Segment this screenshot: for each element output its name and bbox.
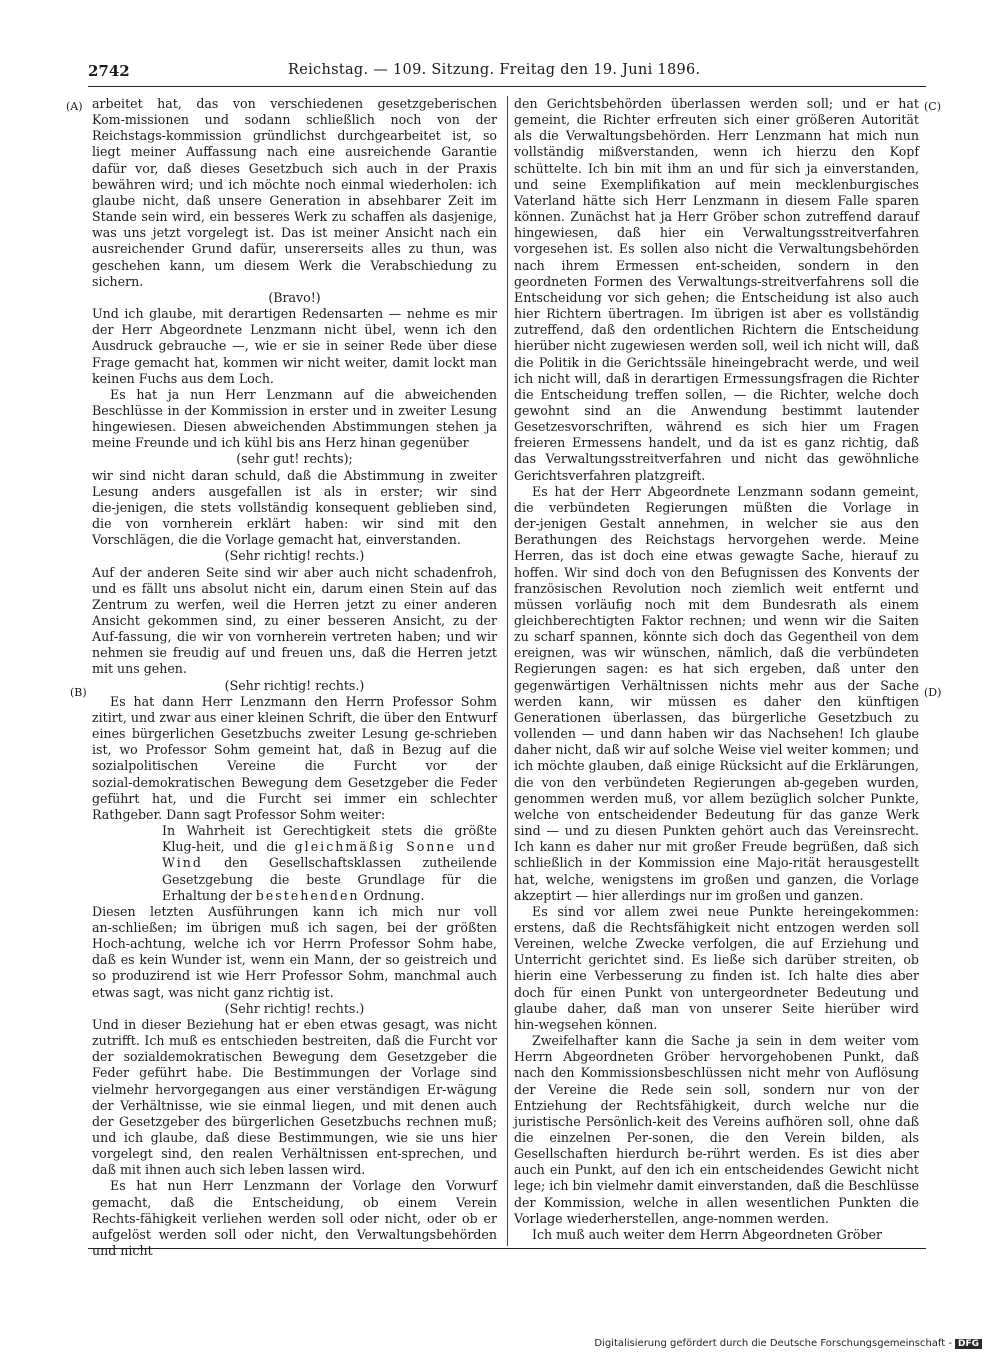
left-paragraph-7: Diesen letzten Ausführungen kann ich mich nur voll an‑schließen; im übrigen muß ich sagen, bei der größten Hoch‑achtung, welche ich vor Herrn Professor Sohm habe, daß es kein Wunder ist, wenn ein Mann, der so geistreich und so produzirend ist wie Herr Professor Sohm, manchmal auch etwas sagt, was nicht ganz richtig ist. <box>92 903 497 1000</box>
sohm-quote-part-2: den Gesellschaftsklassen zutheilende Gesetzgebung die beste Grundlage für die Erhaltung der <box>162 855 497 903</box>
left-interjection-2: (sehr gut! rechts); <box>236 451 353 467</box>
sohm-quote-part-3: Ordnung. <box>359 887 425 903</box>
left-interjection-5: (Sehr richtig! rechts.) <box>224 1000 365 1016</box>
digitization-credit <box>594 1338 982 1349</box>
margin-mark-b: (B) <box>70 686 87 699</box>
running-head: Reichstag. — 109. Sitzung. Freitag den 19. Juni 1896. <box>288 62 701 78</box>
right-paragraph-1: den Gerichtsbehörden überlassen werden soll; und er hat gemeint, die Richter erfreuten sich einer größeren Autorität als die Verwaltungsbehörden. Herr Lenzmann hat mich nun vollständig mißverstanden, wenn ich hierzu den Kopf schüttelte. Ich bin mit ihm an und für sich ja einverstanden, und seine Exemplifikation auf mein mecklenburgisches Vaterland hätte sich Herr Lenzmann in diesem Falle sparen können. Zunächst hat ja Herr Gröber schon zutreffend darauf hingewiesen, daß hier ein Verwaltungsstreitverfahren vorgesehen ist. Es sollen also nicht die Verwaltungsbehörden nach ihrem Ermessen ent‑scheiden, sondern in den geordneten Formen des Verwaltungs‑streitverfahrens soll die Entscheidung vor sich gehen; die Entscheidung ist also auch hier Richtern übertragen. Im übrigen ist aber es vollständig zutreffend, daß den ordentlichen Richtern die Entscheidung hierüber nicht zugewiesen werden soll, weil ich nicht will, daß die Politik in die Gerichtssäle hineingebracht werde, und weil ich nicht will, daß in derartigen Ermessungsfragen die Richter die Entscheidung treffen sollen, — die Richter, welche doch gewohnt sind an die Anwendung bestimmt lautender Gesetzesvorschriften, während es sich hier um Fragen freieren Ermessens handelt, und da ist es ganz richtig, daß das Verwaltungsstreitverfahren und nicht das gewöhnliche Gerichtsverfahren platzgreift. <box>514 96 919 483</box>
margin-mark-d: (D) <box>924 686 942 699</box>
right-column <box>514 96 919 1243</box>
right-paragraph-4: Zweifelhafter kann die Sache ja sein in dem weiter vom Herrn Abgeordneten Gröber hervorgehobenen Punkt, daß nach den Kommissionsbeschlüssen nicht mehr von Auflösung der Vereine die Rede sein soll, sondern nur von der Entziehung der Rechtsfähigkeit, durch welche nur die juristische Persönlich‑keit des Vereins aufhören soll, ohne daß die einzelnen Per‑sonen, die den Verein bilden, als Gesellschaften hierdurch be‑rührt werden. Es ist dies aber auch ein Punkt, auf den ich ein entscheidendes Gewicht nicht lege; ich bin vielmehr damit einverstanden, daß die Beschlüsse der Kommission, welche in allen wesentlichen Punkten die Vorlage wiederherstellen, ange‑nommen werden. <box>514 1033 919 1226</box>
left-paragraph-6: Es hat dann Herr Lenzmann den Herrn Professor Sohm zitirt, und zwar aus einer kleinen Schrift, die über den Entwurf eines bürgerlichen Gesetzbuchs zweiter Lesung ge‑schrieben ist, wo Professor Sohm gemeint hat, daß in Bezug auf die sozialpolitischen Vereine die Furcht vor der sozial‑demokratischen Bewegung dem Gesetzgeber die Feder geführt hat, und die Furcht sei immer ein schlechter Rathgeber. Dann sagt Professor Sohm weiter: <box>92 693 497 822</box>
margin-mark-c: (C) <box>924 100 941 113</box>
left-paragraph-5: Auf der anderen Seite sind wir aber auch nicht schadenfroh, und es fällt uns absolut nicht ein, darum einen Stein auf das Zentrum zu werfen, weil die Herren jetzt zu einer anderen Ansicht gekommen sind, zu einer besseren Ansicht, zu der Auf‑fassung, die wir von vornherein vertreten haben; und wir nehmen sie freudig auf und freuen uns, daß die Herren jetzt mit uns gehen. <box>92 564 497 677</box>
dfg-logo: DFG <box>955 1339 982 1349</box>
sohm-quote <box>162 823 497 904</box>
sohm-quote-emphasis-1: gleichmäßig Sonne und Wind <box>162 839 497 871</box>
sohm-quote-emphasis-2: bestehenden <box>255 887 360 903</box>
left-paragraph-4: wir sind nicht daran schuld, daß die Abstimmung in zweiter Lesung anders ausgefallen ist als in erster; wir sind die‑jenigen, die stets vollständig konsequent geblieben sind, die von vornherein erklärt haben: wir sind mit den Vorschlägen, die die Vorlage gemacht hat, einverstanden. <box>92 467 497 548</box>
left-column <box>92 96 497 1259</box>
header-rule <box>88 86 926 87</box>
left-interjection-3: (Sehr richtig! rechts.) <box>224 548 365 564</box>
left-paragraph-3: Es hat ja nun Herr Lenzmann auf die abweichenden Beschlüsse in der Kommission in erster und in zweiter Lesung hingewiesen. Diesen abweichenden Abstimmungen stehen ja meine Freunde und ich kühl bis ans Herz hinan gegenüber <box>92 386 497 451</box>
left-paragraph-8: Und in dieser Beziehung hat er eben etwas gesagt, was nicht zutrifft. Ich muß es entschieden bestreiten, daß die Furcht vor der sozialdemokratischen Bewegung dem Gesetzgeber die Feder geführt habe. Die Bestimmungen der Vorlage sind vielmehr hervorgegangen aus einer verständigen Er‑wägung der Verhältnisse, wie sie einmal liegen, und mit denen auch der Gesetzgeber des bürgerlichen Gesetzbuchs rechnen muß; und ich glaube, daß diese Bestimmungen, wie sie uns hier vorgelegt sind, den realen Verhältnissen ent‑sprechen, und daß mit ihnen auch sich leben lassen wird. <box>92 1016 497 1178</box>
bottom-rule <box>88 1248 926 1249</box>
right-paragraph-2: Es hat der Herr Abgeordnete Lenzmann sodann gemeint, die verbündeten Regierungen müßten die Vorlage in der‑jenigen Gestalt annehmen, in welcher sie aus den Berathungen des Reichstags hervorgehen werde. Meine Herren, das ist doch eine etwas gewagte Sache, hierauf zu hoffen. Wir sind doch von den Befugnissen des Konvents der französischen Revolution noch ziemlich weit entfernt und müssen vorläufig noch mit dem Bundesrath als einem gleichberechtigten Faktor rechnen; und wenn wir die Saiten zu scharf spannen, könnte sich doch das Gegentheil von dem ereignen, was wir wünschen, nämlich, daß die verbündeten Regierungen sagen: es hat sich ergeben, daß unter den gegenwärtigen Verhältnissen nichts mehr aus der Sache werden kann, wir müssen es daher den künftigen Generationen überlassen, das bürgerliche Gesetzbuch zu vollenden — und dann haben wir das Nachsehen! Ich glaube daher nicht, daß wir auf solche Weise viel weiter kommen; und ich möchte glauben, daß einige Rücksicht auf die Erklärungen, die von den verbündeten Regierungen ab‑gegeben wurden, genommen werden muß, vor allem bezüglich solcher Punkte, welche von entscheidender Bedeutung für das ganze Werk sind — und zu diesen Punkten gehört auch das Vereinsrecht. Ich kann es daher nur mit großer Freude begrüßen, daß sich schließlich in der Kommission eine Majo‑rität herausgestellt hat, welche, wenigstens im großen und ganzen, die Vorlage akzeptirt — hier allerdings nur im großen und ganzen. <box>514 483 919 903</box>
page-number: 2742 <box>88 62 130 80</box>
left-interjection-4: (Sehr richtig! rechts.) <box>224 677 365 693</box>
credit-text: Digitalisierung gefördert durch die Deutsche Forschungsgemeinschaft - <box>594 1338 952 1349</box>
right-paragraph-5: Ich muß auch weiter dem Herrn Abgeordneten Gröber <box>532 1226 882 1242</box>
left-paragraph-2: Und ich glaube, mit derartigen Redensarten — nehme es mir der Herr Abgeordnete Lenzmann nicht übel, wenn ich den Ausdruck gebrauche —, wie er sie in seiner Rede über diese Frage gemacht hat, kommen wir nicht weiter, damit lockt man keinen Fuchs aus dem Loch. <box>92 306 497 386</box>
left-interjection-1: (Bravo!) <box>268 289 321 305</box>
column-divider <box>507 96 508 1246</box>
margin-mark-a: (A) <box>66 100 83 113</box>
sohm-quote-part-1: In Wahrheit ist Gerechtigkeit stets die größte Klug‑heit, und die <box>162 823 497 855</box>
left-paragraph-1: arbeitet hat, das von verschiedenen gesetzgeberischen Kom‑missionen und sodann schließlich noch von der Reichstags‑kommission gründlichst durchgearbeitet ist, so liegt meiner Auffassung nach eine ausreichende Garantie dafür vor, daß dieses Gesetzbuch sich auch in der Praxis bewähren wird; und ich möchte noch einmal wiederholen: ich glaube nicht, daß unsere Generation in absehbarer Zeit im Stande sein wird, ein besseres Werk zu schaffen als dasjenige, was uns jetzt vorgelegt ist. Das ist meiner Ansicht nach ein ausreichender Grund dafür, unsererseits alles zu thun, was geschehen kann, um diesem Werk die Verabschiedung zu sichern. <box>92 96 497 289</box>
left-paragraph-9: Es hat nun Herr Lenzmann der Vorlage den Vorwurf gemacht, daß die Entscheidung, ob einem Verein Rechts‑fähigkeit verliehen werden soll oder nicht, oder ob er aufgelöst werden soll oder nicht, den Verwaltungsbehörden und nicht <box>92 1178 497 1259</box>
page-header <box>58 62 940 86</box>
right-paragraph-3: Es sind vor allem zwei neue Punkte hereingekommen: erstens, daß die Rechtsfähigkeit nicht entzogen werden soll Vereinen, welche Zwecke verfolgen, die auf Erziehung und Unterricht gerichtet sind. Es ließe sich darüber streiten, ob hierin eine Verbesserung zu finden ist. Ich halte dies aber doch für einen Punkt von untergeordneter Bedeutung und glaube daher, daß man von unserer Seite hierüber wird hin‑wegsehen können. <box>514 903 919 1032</box>
